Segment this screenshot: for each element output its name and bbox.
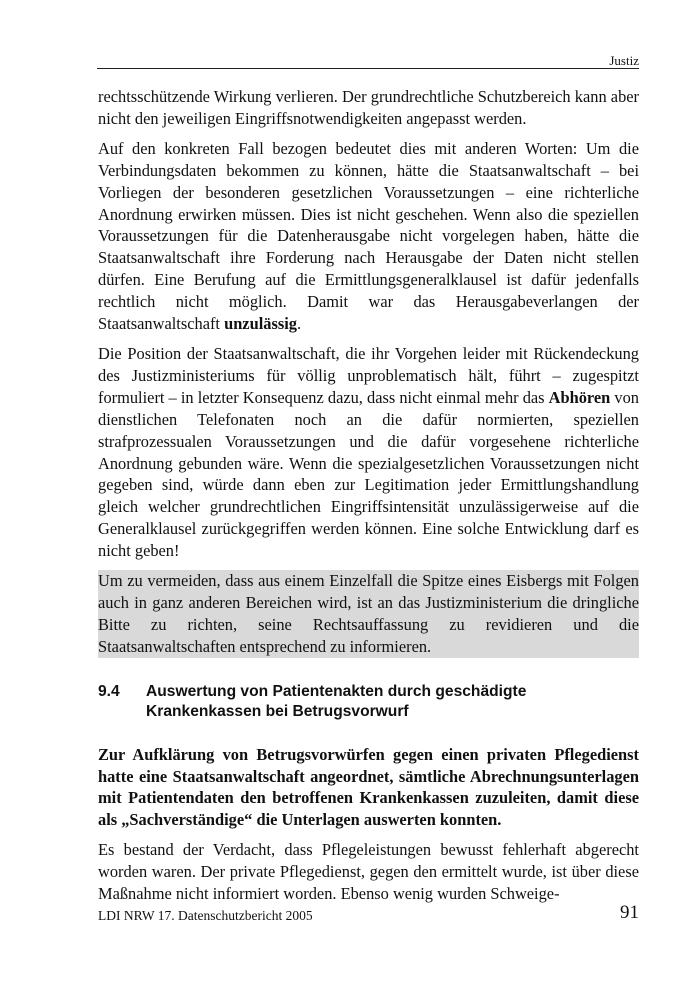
paragraph-3 — [98, 343, 639, 562]
section-title: Auswertung von Patientenakten durch geschädigte Krankenkassen bei Betrugsvorwurf — [146, 682, 527, 720]
paragraph-5: Es bestand der Verdacht, dass Pflegeleistungen bewusst fehlerhaft abgerecht worden waren. Der private Pflegedienst, gegen den ermittelt wurde, ist über diese Maßnahme nicht informiert worden. Ebenso wenig wurden Schweige- — [98, 840, 639, 904]
paragraph-3-after: von dienstlichen Telefonaten noch an die dafür normierten, speziellen strafprozessualen Voraussetzungen und die dafür vorgesehene richterliche Anordnung gebunden wäre. Wenn die spezialgesetzlichen Voraussetzungen nicht gegeben sind, würde dann eben zur Legitimation jeder Ermittlungshandlung gleich welcher grundrechtlichen Eingriffsintensität unzulässigerweise auf die Generalklausel zurückgegriffen werden können. Eine solche Entwicklung darf es nicht geben! — [98, 387, 639, 561]
emphasis-unzulaessig: unzulässig — [224, 314, 297, 334]
paragraph-2-text: Auf den konkreten Fall bezogen bedeutet dies mit anderen Worten: Um die Verbindungsdaten bekommen zu können, hätte die Staatsanwaltschaft – bei Vorliegen der besonderen gesetzlichen Voraussetzungen – eine richterliche Anordnung erwirken müssen. Dies ist nicht geschehen. Wenn also die speziellen Voraussetzungen für die Datenherausgabe nicht vorgelegen haben, hätte die Staatsanwaltschaft ihre Forderung nach Herausgabe der Daten nicht stellen dürfen. Eine Berufung auf die Ermittlungsgeneralklausel ist dafür jedenfalls rechtlich nicht möglich. Damit war das Herausgabeverlangen der Staatsanwaltschaft — [98, 138, 639, 334]
paragraph-2-end: . — [296, 314, 302, 334]
highlighted-recommendation: Um zu vermeiden, dass aus einem Einzelfall die Spitze eines Eisbergs mit Folgen auch in ganz anderen Bereichen wird, ist an das Justizministerium die dringliche Bitte zu richten, seine Rechtsauffassung zu revidieren und die Staatsanwaltschaften entsprechend zu informieren. — [98, 571, 639, 656]
paragraph-1: rechtsschützende Wirkung verlieren. Der grundrechtliche Schutzbereich kann aber nicht den jeweiligen Eingriffsnotwendigkeiten angepasst werden. — [98, 87, 639, 128]
running-header: Justiz — [609, 53, 639, 68]
emphasis-abhoeren: Abhören — [548, 387, 611, 407]
footer-publication: LDI NRW 17. Datenschutzbericht 2005 — [98, 908, 313, 923]
paragraph-2 — [98, 138, 639, 335]
page-number: 91 — [620, 902, 639, 923]
paragraph-3-before: Die Position der Staatsanwaltschaft, die ihr Vorgehen leider mit Rückendeckung des Justizministeriums für völlig unproblematisch hält, führt – zugespitzt formuliert – in letzter Konsequenz dazu, dass nicht einmal mehr das — [98, 343, 639, 407]
page-body — [98, 86, 639, 913]
section-number: 9.4 — [98, 682, 120, 700]
section-heading — [98, 682, 639, 722]
header-divider — [97, 68, 639, 69]
lead-paragraph: Zur Aufklärung von Betrugsvorwürfen gegen einen privaten Pflegedienst hatte eine Staatsanwaltschaft angeordnet, sämtliche Abrechnungsunterlagen mit Patientendaten den betroffenen Krankenkassen zuzuleiten, damit diese als „Sachverständige“ die Unterlagen auswerten konnten. — [98, 744, 639, 830]
